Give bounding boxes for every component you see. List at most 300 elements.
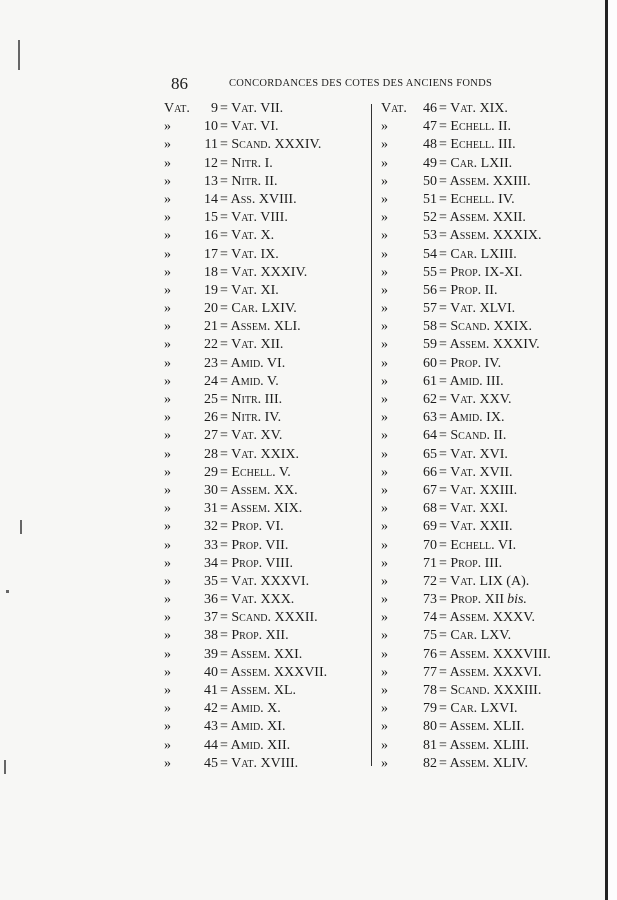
row-leader: » (164, 755, 171, 771)
row-number: 17 (204, 246, 218, 262)
row-reference: = Vat. XXXVI. (220, 573, 310, 589)
row-reference: = Scand. XXXIII. (439, 683, 542, 698)
row-number: 61 (423, 373, 437, 389)
concordance-row (164, 336, 374, 354)
row-leader: Vat. (381, 101, 407, 116)
concordance-row (381, 646, 561, 664)
row-leader: » (381, 482, 388, 498)
row-leader: » (164, 337, 171, 353)
row-reference: = Vat. X. (220, 228, 275, 244)
row-number: 52 (423, 210, 437, 226)
row-leader: » (381, 610, 388, 626)
row-reference: = Assem. XLII. (439, 719, 525, 735)
row-leader: » (164, 264, 171, 280)
concordance-row (164, 191, 374, 209)
row-reference: = Nitr. I. (220, 155, 273, 171)
row-number: 11 (204, 137, 218, 153)
row-reference: = Echell. VI. (439, 537, 517, 553)
row-number: 62 (423, 392, 437, 407)
row-number: 21 (204, 319, 218, 335)
row-number: 75 (423, 628, 437, 644)
concordance-row (381, 573, 561, 591)
concordance-row (381, 427, 561, 445)
row-reference: = Vat. XXXIV. (220, 264, 308, 280)
row-number: 58 (423, 319, 437, 335)
row-number: 20 (204, 301, 218, 317)
concordance-row (164, 427, 374, 445)
row-leader: » (381, 573, 388, 589)
row-number: 27 (204, 428, 218, 444)
row-leader: » (381, 337, 388, 353)
concordance-row (381, 100, 561, 118)
running-title: CONCORDANCES DES COTES DES ANCIENS FONDS (229, 78, 493, 89)
row-leader: » (381, 264, 388, 280)
concordance-row (164, 537, 374, 555)
row-reference: = Assem. XLIII. (439, 737, 530, 753)
row-number: 32 (204, 519, 218, 535)
page-number: 86 (171, 74, 188, 93)
row-number: 42 (204, 701, 218, 717)
concordance-row (164, 464, 374, 482)
concordance-row (381, 591, 561, 609)
row-reference: = Vat. XVIII. (220, 755, 299, 771)
concordance-row (164, 264, 374, 282)
row-leader: » (164, 737, 171, 753)
row-reference: = Car. LXVI. (439, 701, 518, 717)
row-reference: = Car. LXIV. (220, 301, 297, 317)
row-leader: » (164, 501, 171, 517)
row-leader: » (164, 137, 171, 153)
row-number: 68 (423, 501, 437, 517)
row-leader: » (381, 592, 388, 608)
row-leader: » (381, 683, 388, 698)
concordance-left-column (164, 100, 374, 773)
concordance-row (164, 755, 374, 773)
row-leader: » (381, 719, 388, 735)
row-number: 9 (211, 101, 218, 116)
row-number: 33 (204, 537, 218, 553)
concordance-row (381, 300, 561, 318)
concordance-row (381, 446, 561, 464)
row-reference: = Nitr. II. (220, 173, 278, 189)
row-number: 18 (204, 264, 218, 280)
row-reference: = Prop. XII. (220, 628, 289, 644)
concordance-row (381, 118, 561, 136)
concordance-row (381, 191, 561, 209)
row-number: 34 (204, 555, 218, 571)
row-number: 19 (204, 282, 218, 298)
row-leader: » (164, 719, 171, 735)
row-reference: = Scand. XXIX. (439, 319, 533, 335)
row-leader: » (381, 392, 388, 407)
row-reference: = Assem. XX. (220, 482, 298, 498)
row-reference: = Vat. IX. (220, 246, 279, 262)
row-number: 70 (423, 537, 437, 553)
row-number: 10 (204, 119, 218, 135)
row-reference: = Echell. III. (439, 137, 516, 153)
concordance-row (381, 537, 561, 555)
row-number: 55 (423, 264, 437, 280)
row-reference: = Vat. XVII. (439, 464, 513, 480)
row-reference: = Assem. XLIV. (439, 755, 528, 771)
concordance-row (381, 464, 561, 482)
row-leader: » (164, 482, 171, 498)
row-number: 69 (423, 519, 437, 535)
row-number: 31 (204, 501, 218, 517)
row-reference: = Ass. XVIII. (220, 191, 297, 207)
row-number: 53 (423, 228, 437, 244)
row-number: 12 (204, 155, 218, 171)
row-number: 30 (204, 482, 218, 498)
row-reference: = Assem. XXI. (220, 646, 303, 662)
row-leader: » (164, 646, 171, 662)
row-reference: = Scand. XXXII. (220, 610, 318, 626)
row-leader: » (381, 410, 388, 426)
row-number: 63 (423, 410, 437, 426)
row-number: 38 (204, 628, 218, 644)
row-number: 14 (204, 191, 218, 207)
row-number: 41 (204, 683, 218, 698)
row-number: 44 (204, 737, 218, 753)
row-number: 13 (204, 173, 218, 189)
row-reference: = Vat. XXV. (439, 392, 512, 407)
row-number: 81 (423, 737, 437, 753)
row-reference: = Assem. XL. (220, 683, 297, 698)
row-leader: Vat. (164, 101, 190, 116)
row-leader: » (164, 428, 171, 444)
row-number: 26 (204, 410, 218, 426)
row-number: 48 (423, 137, 437, 153)
row-number: 23 (204, 355, 218, 371)
row-leader: » (381, 228, 388, 244)
concordance-row (164, 518, 374, 536)
row-leader: » (164, 319, 171, 335)
row-reference: = Vat. XI. (220, 282, 279, 298)
row-reference: = Car. LXV. (439, 628, 512, 644)
row-number: 79 (423, 701, 437, 717)
concordance-row (381, 555, 561, 573)
row-reference-italic: bis. (507, 592, 527, 608)
row-leader: » (164, 555, 171, 571)
concordance-row (164, 173, 374, 191)
row-number: 59 (423, 337, 437, 353)
concordance-row (164, 246, 374, 264)
row-number: 29 (204, 464, 218, 480)
row-leader: » (164, 537, 171, 553)
concordance-row (164, 591, 374, 609)
concordance-row (164, 391, 374, 409)
row-reference: = Assem. XXXVIII. (439, 646, 551, 662)
row-reference: = Prop. VIII. (220, 555, 293, 571)
row-number: 73 (423, 592, 437, 608)
row-leader: » (381, 155, 388, 171)
concordance-row (164, 282, 374, 300)
row-leader: » (164, 592, 171, 608)
row-reference: = Assem. XXXIX. (439, 228, 542, 244)
row-number: 36 (204, 592, 218, 608)
row-leader: » (164, 373, 171, 389)
row-leader: » (381, 246, 388, 262)
row-reference: = Vat. VI. (220, 119, 279, 135)
scan-speck (20, 520, 22, 534)
concordance-row (381, 246, 561, 264)
concordance-row (164, 664, 374, 682)
row-reference: = Vat. XXII. (439, 519, 513, 535)
page-edge-binding (605, 0, 608, 900)
row-reference: = Prop. III. (439, 555, 503, 571)
scan-speck (4, 760, 6, 774)
concordance-row (164, 100, 374, 118)
row-reference: = Prop. VI. (220, 519, 284, 535)
row-number: 66 (423, 464, 437, 480)
row-leader: » (164, 355, 171, 371)
row-reference: = Scand. XXXIV. (220, 137, 322, 153)
row-number: 65 (423, 446, 437, 462)
row-number: 56 (423, 282, 437, 298)
row-leader: » (381, 191, 388, 207)
row-leader: » (164, 210, 171, 226)
concordance-row (164, 209, 374, 227)
concordance-row (164, 718, 374, 736)
row-number: 24 (204, 373, 218, 389)
row-reference: = Prop. VII. (220, 537, 289, 553)
row-reference: = Prop. XII (439, 592, 505, 608)
row-reference: = Assem. XXXIV. (439, 337, 540, 353)
row-number: 67 (423, 482, 437, 498)
row-reference: = Assem. XXXVII. (220, 664, 328, 680)
row-number: 35 (204, 573, 218, 589)
row-reference: = Vat. XXI. (439, 501, 508, 517)
row-leader: » (164, 155, 171, 171)
concordance-row (381, 664, 561, 682)
concordance-row (164, 373, 374, 391)
row-reference: = Prop. II. (439, 282, 498, 298)
row-reference: = Assem. XXIII. (439, 173, 531, 189)
row-number: 78 (423, 683, 437, 698)
row-number: 43 (204, 719, 218, 735)
row-reference: = Amid. V. (220, 373, 279, 389)
row-leader: » (381, 519, 388, 535)
row-reference: = Prop. IV. (439, 355, 502, 371)
concordance-row (164, 227, 374, 245)
row-leader: » (381, 701, 388, 717)
row-leader: » (381, 464, 388, 480)
row-leader: » (164, 610, 171, 626)
row-reference: = Echell. II. (439, 119, 511, 135)
row-leader: » (381, 646, 388, 662)
row-reference: = Vat. XXX. (220, 592, 295, 608)
concordance-row (381, 227, 561, 245)
concordance-row (381, 737, 561, 755)
concordance-right-column (381, 100, 561, 773)
page-edge-margin (608, 0, 617, 900)
row-number: 16 (204, 228, 218, 244)
row-number: 39 (204, 646, 218, 662)
row-reference: = Echell. V. (220, 464, 291, 480)
row-reference: = Vat. XLVI. (439, 301, 516, 317)
row-leader: » (164, 173, 171, 189)
row-leader: » (381, 446, 388, 462)
row-number: 22 (204, 337, 218, 353)
row-number: 37 (204, 610, 218, 626)
row-reference: = Amid. XI. (220, 719, 286, 735)
row-reference: = Assem. XXXVI. (439, 664, 542, 680)
concordance-row (381, 700, 561, 718)
row-leader: » (381, 501, 388, 517)
row-reference: = Amid. IX. (439, 410, 505, 426)
row-reference: = Amid. VI. (220, 355, 286, 371)
concordance-row (381, 355, 561, 373)
row-number: 28 (204, 446, 218, 462)
concordance-row (381, 318, 561, 336)
row-reference: = Nitr. III. (220, 392, 283, 407)
concordance-row (381, 409, 561, 427)
row-number: 50 (423, 173, 437, 189)
row-reference: = Amid. III. (439, 373, 504, 389)
row-number: 15 (204, 210, 218, 226)
concordance-row (381, 336, 561, 354)
row-reference: = Assem. XXII. (439, 210, 526, 226)
row-reference: = Echell. IV. (439, 191, 515, 207)
row-number: 71 (423, 555, 437, 571)
row-leader: » (381, 355, 388, 371)
concordance-row (381, 609, 561, 627)
row-leader: » (381, 137, 388, 153)
row-leader: » (164, 664, 171, 680)
row-reference: = Vat. LIX (A). (439, 573, 530, 589)
row-reference: = Vat. XVI. (439, 446, 508, 462)
concordance-row (381, 755, 561, 773)
row-leader: » (381, 664, 388, 680)
concordance-row (381, 282, 561, 300)
row-reference: = Prop. IX-XI. (439, 264, 523, 280)
concordance-row (164, 155, 374, 173)
row-leader: » (164, 410, 171, 426)
row-reference: = Vat. VIII. (220, 210, 288, 226)
concordance-row (381, 264, 561, 282)
concordance-row (164, 555, 374, 573)
concordance-row (164, 609, 374, 627)
row-reference: = Car. LXII. (439, 155, 513, 171)
row-reference: = Amid. XII. (220, 737, 291, 753)
row-number: 60 (423, 355, 437, 371)
row-leader: » (164, 683, 171, 698)
row-reference: = Assem. XXXV. (439, 610, 535, 626)
row-leader: » (164, 628, 171, 644)
concordance-row (381, 136, 561, 154)
row-leader: » (381, 173, 388, 189)
concordance-row (164, 300, 374, 318)
row-leader: » (164, 228, 171, 244)
concordance-row (164, 136, 374, 154)
row-number: 72 (423, 573, 437, 589)
concordance-row (164, 409, 374, 427)
row-leader: » (164, 246, 171, 262)
concordance-row (381, 373, 561, 391)
concordance-row (164, 700, 374, 718)
row-number: 46 (423, 101, 437, 116)
row-number: 45 (204, 755, 218, 771)
concordance-row (164, 355, 374, 373)
concordance-row (164, 573, 374, 591)
row-number: 49 (423, 155, 437, 171)
row-leader: » (164, 191, 171, 207)
row-leader: » (381, 628, 388, 644)
concordance-row (381, 173, 561, 191)
row-leader: » (164, 282, 171, 298)
concordance-row (381, 209, 561, 227)
row-reference: = Car. LXIII. (439, 246, 517, 262)
concordance-row (164, 446, 374, 464)
row-reference: = Scand. II. (439, 428, 507, 444)
scan-speck (6, 590, 9, 593)
row-leader: » (164, 573, 171, 589)
row-leader: » (381, 210, 388, 226)
scan-speck (18, 40, 20, 70)
concordance-row (381, 155, 561, 173)
row-leader: » (164, 301, 171, 317)
row-number: 80 (423, 719, 437, 735)
row-reference: = Assem. XLI. (220, 319, 301, 335)
row-leader: » (381, 282, 388, 298)
concordance-row (164, 627, 374, 645)
row-leader: » (381, 373, 388, 389)
row-leader: » (381, 537, 388, 553)
row-number: 40 (204, 664, 218, 680)
row-number: 64 (423, 428, 437, 444)
concordance-row (164, 118, 374, 136)
row-leader: » (381, 428, 388, 444)
row-reference: = Vat. XV. (220, 428, 283, 444)
row-leader: » (381, 555, 388, 571)
concordance-row (381, 500, 561, 518)
row-number: 47 (423, 119, 437, 135)
row-number: 77 (423, 664, 437, 680)
row-number: 57 (423, 301, 437, 317)
concordance-row (381, 391, 561, 409)
concordance-row (381, 518, 561, 536)
row-leader: » (381, 301, 388, 317)
row-leader: » (381, 737, 388, 753)
row-number: 82 (423, 755, 437, 771)
row-leader: » (164, 464, 171, 480)
row-reference: = Vat. XIX. (439, 101, 508, 116)
row-reference: = Vat. XXIX. (220, 446, 299, 462)
concordance-row (164, 318, 374, 336)
page-header (171, 74, 521, 94)
concordance-row (164, 500, 374, 518)
row-leader: » (381, 319, 388, 335)
row-number: 74 (423, 610, 437, 626)
row-number: 51 (423, 191, 437, 207)
concordance-row (164, 482, 374, 500)
row-number: 25 (204, 392, 218, 407)
concordance-row (164, 682, 374, 700)
row-leader: » (381, 755, 388, 771)
row-reference: = Vat. VII. (220, 101, 284, 116)
row-leader: » (164, 392, 171, 407)
concordance-row (381, 482, 561, 500)
concordance-row (381, 718, 561, 736)
row-leader: » (381, 119, 388, 135)
row-leader: » (164, 119, 171, 135)
row-number: 76 (423, 646, 437, 662)
concordance-row (381, 627, 561, 645)
concordance-row (164, 737, 374, 755)
row-reference: = Vat. XII. (220, 337, 284, 353)
row-leader: » (164, 446, 171, 462)
row-reference: = Amid. X. (220, 701, 281, 717)
